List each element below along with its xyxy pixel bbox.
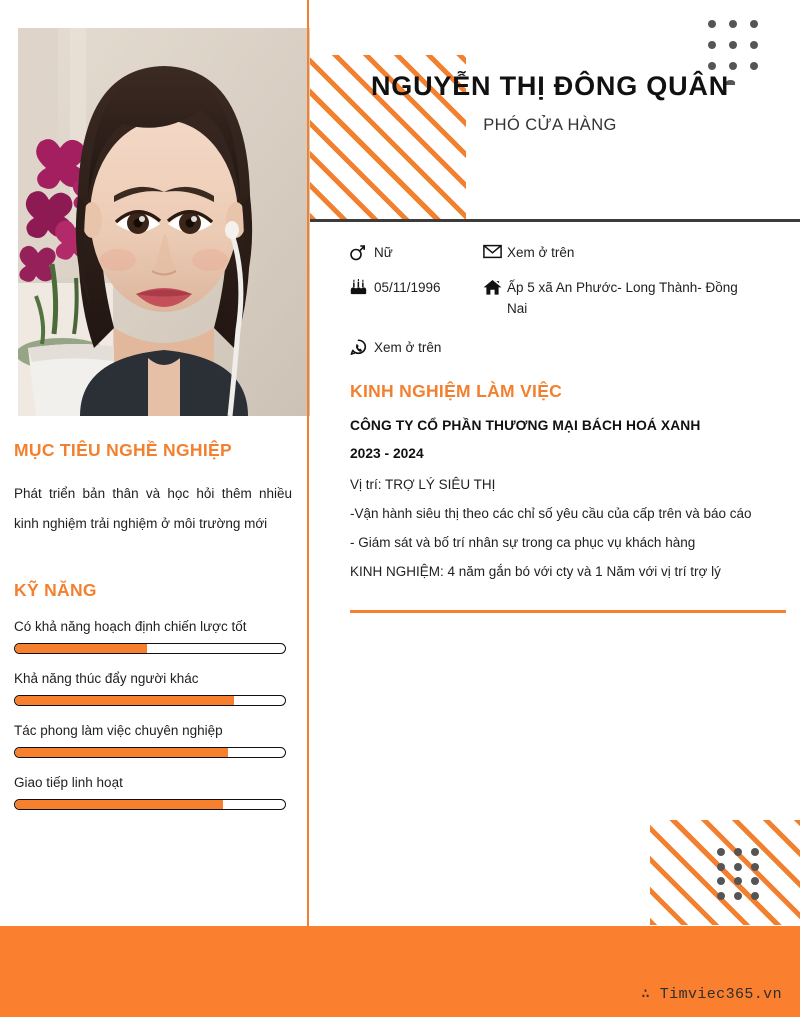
grid-dot [734, 848, 742, 856]
skills-section-title: KỸ NĂNG [14, 580, 97, 601]
skill-progress-fill [15, 800, 223, 809]
experience-detail: KINH NGHIỆM: 4 năm gắn bó với cty và 1 Năm với vị trí trợ lý [350, 563, 721, 579]
grid-dot [734, 892, 742, 900]
grid-dot [734, 863, 742, 871]
phone-chat-icon [350, 338, 374, 356]
contact-phone-value: Xem ở trên [374, 340, 442, 355]
grid-dot [751, 848, 759, 856]
contact-gender-value: Nữ [374, 245, 393, 260]
dot-grid-decoration-bottom [712, 845, 764, 903]
skill-progress-fill [15, 644, 147, 653]
company-period: 2023 - 2024 [350, 446, 424, 461]
grid-dot [729, 41, 737, 49]
contact-address-value: Ấp 5 xã An Phước- Long Thành- Đồng Nai [507, 280, 738, 316]
footer-bar [0, 926, 800, 1017]
grid-dot [751, 892, 759, 900]
contact-address [483, 278, 743, 320]
skill-label: Giao tiếp linh hoạt [14, 775, 123, 791]
skill-progress-track [14, 643, 286, 654]
grid-dot [717, 848, 725, 856]
site-watermark: ∴ Timviec365.vn [640, 986, 782, 1003]
experience-divider [350, 610, 786, 613]
grid-dot [751, 877, 759, 885]
grid-dot [751, 863, 759, 871]
skill-progress-track [14, 695, 286, 706]
skill-progress-fill [15, 696, 234, 705]
grid-dot [734, 877, 742, 885]
skill-label: Tác phong làm việc chuyên nghiệp [14, 723, 223, 739]
sidebar-column [14, 440, 292, 827]
contact-gender [350, 243, 393, 264]
skill-item [14, 671, 292, 706]
contact-dob-value: 05/11/1996 [374, 280, 441, 295]
profile-photo-image [18, 28, 310, 416]
page-title: NGUYỄN THỊ ĐÔNG QUÂN [370, 71, 729, 101]
envelope-icon [483, 243, 507, 259]
grid-dot [717, 892, 725, 900]
objective-section-title: MỤC TIÊU NGHỀ NGHIỆP [14, 440, 232, 460]
header-divider [310, 219, 800, 222]
contact-phone [350, 338, 441, 359]
grid-dot [729, 20, 737, 28]
grid-dot [729, 62, 737, 70]
skill-item [14, 775, 292, 810]
grid-dot [708, 20, 716, 28]
profile-photo [18, 28, 310, 416]
grid-dot [750, 20, 758, 28]
experience-position: Vị trí: TRỢ LÝ SIÊU THỊ [350, 477, 496, 492]
column-divider [307, 0, 309, 926]
grid-dot [717, 863, 725, 871]
dot-grid-decoration-top [702, 14, 764, 76]
job-title: PHÓ CỬA HÀNG [483, 116, 617, 135]
skill-label: Có khả năng hoạch định chiến lược tốt [14, 619, 247, 635]
gender-icon [350, 243, 374, 261]
contact-dob [350, 278, 441, 299]
contact-email [483, 243, 574, 264]
birthday-cake-icon [350, 278, 374, 295]
objective-text: Phát triển bản thân và học hỏi thêm nhiều kinh nghiệm trải nghiệm ở môi trường mới [14, 486, 292, 531]
grid-dot [708, 41, 716, 49]
contact-email-value: Xem ở trên [507, 245, 575, 260]
experience-detail: - Giám sát và bố trí nhân sự trong ca phục vụ khách hàng [350, 534, 696, 550]
skill-item [14, 619, 292, 654]
skill-label: Khả năng thúc đẩy người khác [14, 671, 199, 687]
skill-progress-track [14, 799, 286, 810]
skill-progress-track [14, 747, 286, 758]
grid-dot [717, 877, 725, 885]
experience-detail: -Vận hành siêu thị theo các chỉ số yêu cầu của cấp trên và báo cáo [350, 505, 752, 521]
company-name: CÔNG TY CỔ PHẦN THƯƠNG MẠI BÁCH HOÁ XANH [350, 418, 701, 433]
experience-section-title: KINH NGHIỆM LÀM VIỆC [350, 381, 563, 401]
experience-entry [350, 418, 790, 589]
header-name-block [310, 70, 790, 135]
home-icon [483, 278, 507, 296]
grid-dot [708, 62, 716, 70]
grid-dot [750, 62, 758, 70]
skill-progress-fill [15, 748, 228, 757]
grid-dot [750, 41, 758, 49]
skill-item [14, 723, 292, 758]
